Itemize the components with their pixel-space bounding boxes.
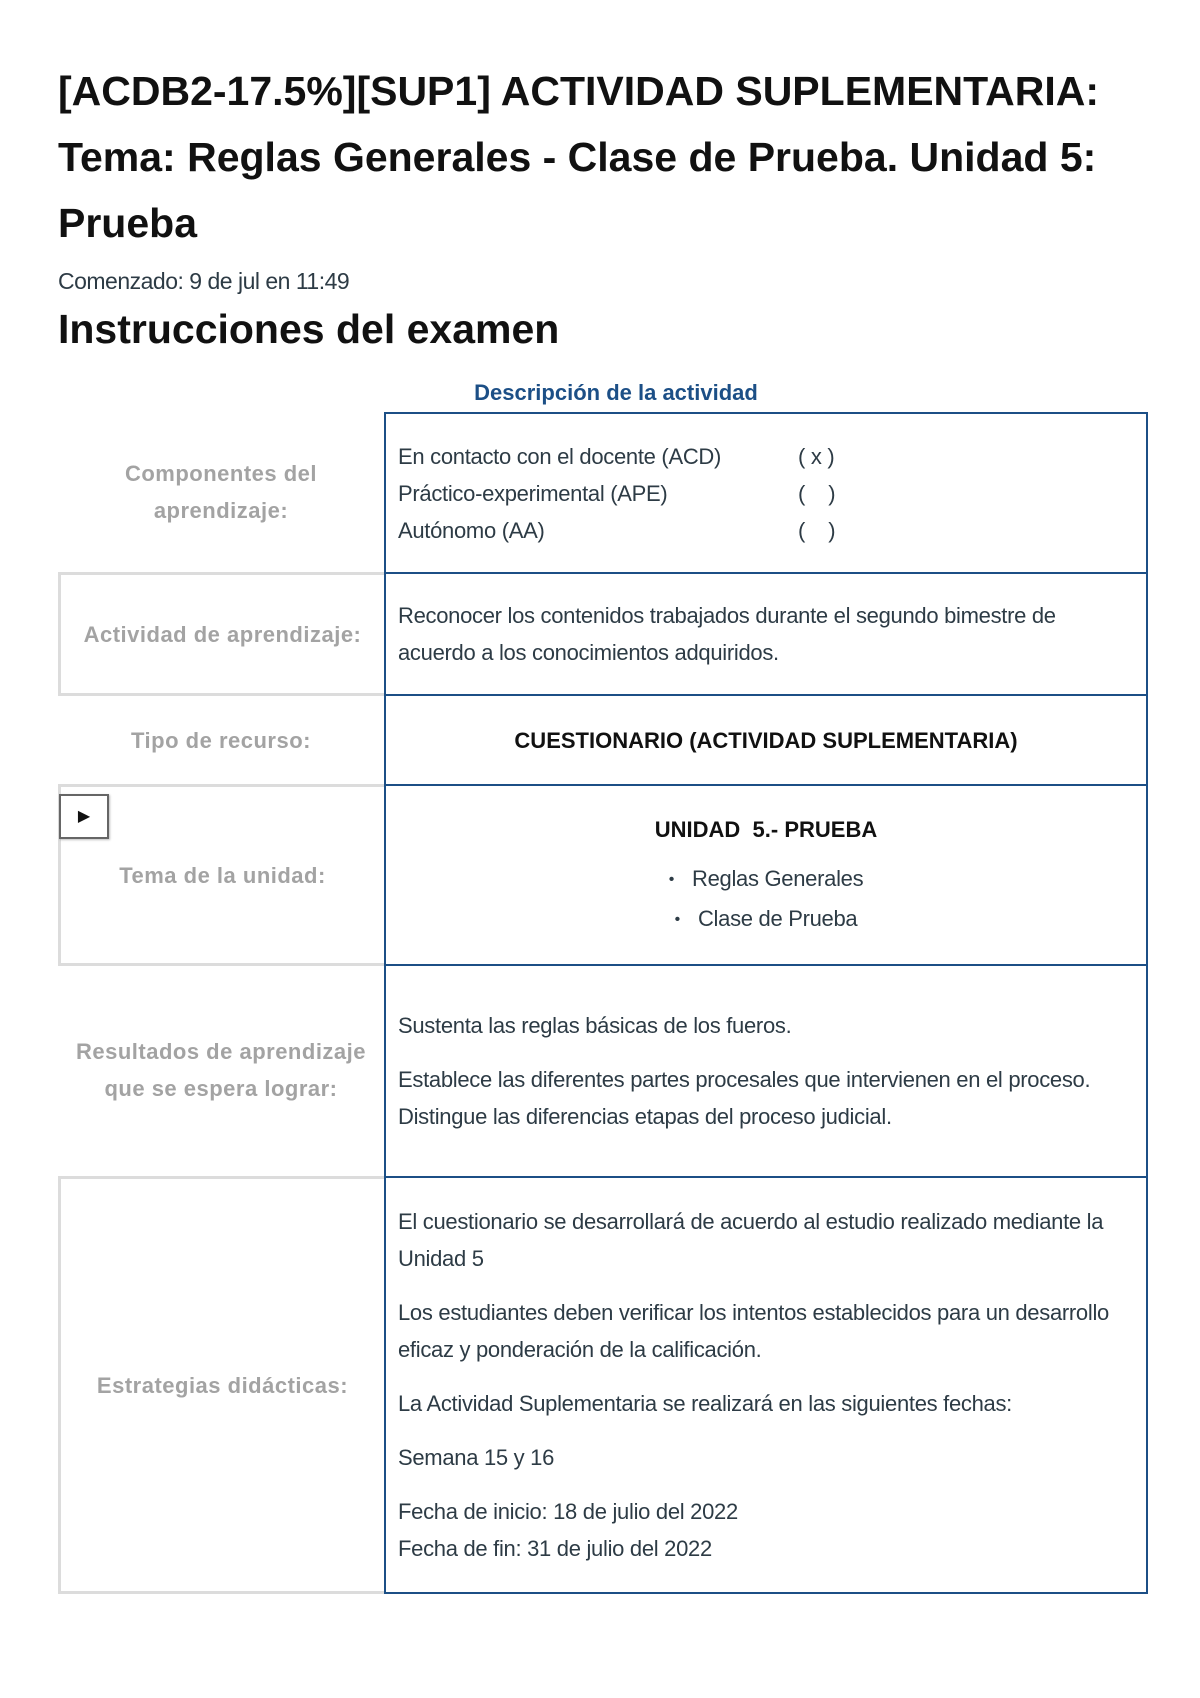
resource-type-label: Tipo de recurso:	[131, 727, 311, 753]
expected-results-label: Resultados de aprendizaje que se espera lograr:	[75, 1039, 367, 1101]
unit-topic-label: Tema de la unidad:	[58, 784, 384, 966]
component-text: Práctico-experimental (APE)	[398, 480, 668, 506]
resource-type-cell	[384, 694, 1148, 786]
page-title: [ACDB2-17.5%][SUP1] ACTIVIDAD SUPLEMENTARIA: Tema: Reglas Generales - Clase de Prueba. Unidad 5: Prueba	[58, 68, 1100, 246]
unit-topic-list	[398, 860, 1134, 940]
unit-topic-cell	[384, 784, 1148, 966]
strategies-cell	[384, 1176, 1148, 1594]
learning-activity-label: Actividad de aprendizaje:	[58, 572, 384, 696]
strategy-text: El cuestionario se desarrollará de acuerdo al estudio realizado mediante la Unidad 5	[398, 1209, 1104, 1271]
list-item	[398, 900, 1134, 940]
component-mark: ( )	[798, 517, 836, 543]
components-cell	[384, 412, 1148, 574]
strategy-text: La Actividad Suplementaria se realizará en las siguientes fechas:	[398, 1391, 1012, 1416]
activity-description-caption: Descripción de la actividad	[474, 380, 758, 405]
strategies-label: Estrategias didácticas:	[58, 1176, 384, 1594]
learning-activity-cell	[384, 572, 1148, 696]
strategy-text: Semana 15 y 16	[398, 1445, 555, 1470]
result-text: Establece las diferentes partes procesales que intervienen en el proceso.	[398, 1067, 1091, 1092]
list-item	[398, 860, 1134, 900]
component-line-aa	[398, 512, 1134, 549]
component-text: Autónomo (AA)	[398, 517, 545, 543]
resource-type-text: CUESTIONARIO (ACTIVIDAD SUPLEMENTARIA)	[514, 727, 1018, 753]
list-item-text: Clase de Prueba	[697, 905, 858, 931]
started-timestamp: Comenzado: 9 de jul en 11:49	[58, 268, 350, 294]
component-line-ape	[398, 475, 1134, 512]
learning-activity-text: Reconocer los contenidos trabajados durante el segundo bimestre de acuerdo a los conocimientos adquiridos.	[398, 603, 1056, 665]
component-text: En contacto con el docente (ACD)	[398, 443, 722, 469]
components-label: Componentes del aprendizaje:	[124, 461, 318, 523]
expected-results-cell	[384, 964, 1148, 1178]
component-line-acd	[398, 438, 1134, 475]
play-button[interactable]	[59, 794, 109, 839]
exam-instructions-heading: Instrucciones del examen	[58, 306, 560, 352]
component-mark: ( )	[798, 480, 836, 506]
component-mark: ( x )	[798, 443, 835, 469]
list-item-text: Reglas Generales	[692, 865, 864, 891]
strategy-text: Los estudiantes deben verificar los intentos establecidos para un desarrollo eficaz y ponderación de la calificación.	[398, 1300, 1109, 1362]
play-icon: ▶	[77, 807, 91, 825]
result-text: Sustenta las reglas básicas de los fueros.	[398, 1013, 792, 1038]
result-text: Distingue las diferencias etapas del proceso judicial.	[398, 1104, 892, 1129]
unit-heading: UNIDAD 5.- PRUEBA	[654, 816, 878, 842]
strategy-end-date: Fecha de fin: 31 de julio del 2022	[398, 1536, 712, 1561]
strategy-start-date: Fecha de inicio: 18 de julio del 2022	[398, 1499, 738, 1524]
